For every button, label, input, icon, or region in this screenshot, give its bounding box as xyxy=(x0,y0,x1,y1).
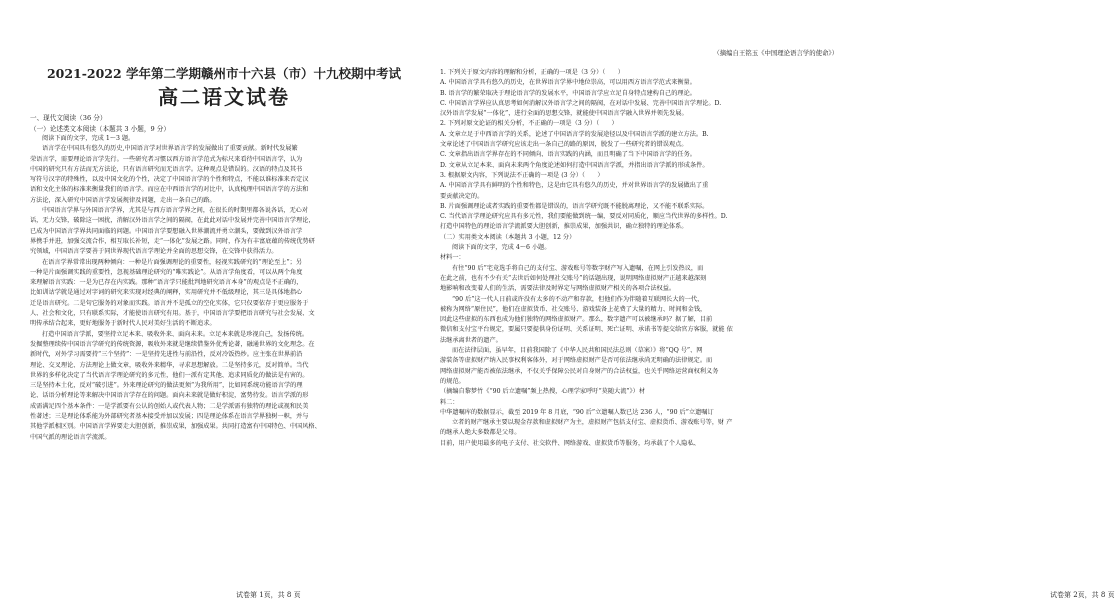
text-line: 荣语言学，需要理论语言学先行。一些研究者习惯以西方语言学范式为标尺来看待中国语言学，认为 xyxy=(30,155,303,163)
text-line: （二）实用类文本阅读（本题共 3 小题，12 分） xyxy=(440,233,576,241)
reading-instruction: 阅读下面的文字，完成 1～3 题。 xyxy=(42,135,135,142)
text-line: 阅读下面的文字，完成 4～6 小题。 xyxy=(452,244,551,252)
text-line: 的规范。 xyxy=(440,377,465,385)
text-line: 游装备等虚拟财产纳入民事权利客体外，对于网络虚拟财产是否可依法继承尚无明确的法律规定。而 xyxy=(440,357,713,365)
page-footer: 试卷第 2页，共 8 页 xyxy=(1050,591,1115,599)
page-footer: 试卷第 1页，共 8 页 xyxy=(236,591,301,599)
text-line: 的继承人绝大多数都是父母。 xyxy=(440,429,521,437)
text-line: 因此这些虚拟的东西也成为他们独特的网络虚拟财产。那么，数字遗产可以被继承吗？据了解，目前 xyxy=(440,316,713,324)
paper-title: 高二语文试卷 xyxy=(158,85,290,109)
text-line: 论、话语分析理论等来解决中国语言学存在的问题。面向未来就是做好积淀，富势待发。语言学派的形 xyxy=(30,392,309,400)
text-line: 新时代，对外学习需要持“三个坚持”：一是坚持先进性与前沿性，反对冷饭热炒。应主张在世界前沿 xyxy=(30,351,303,359)
text-line: 在语言学界常常出现两种倾向：一种是片面强调理论的重要性，轻视实践研究的“理论至上”；另 xyxy=(42,258,303,266)
text-line: C. 文章指出语言学界存在的不同倾向、语言实践的内涵，而且明确了当下中国语言学的任务。 xyxy=(440,151,696,159)
text-line: 材料一： xyxy=(440,254,465,262)
text-line: （摘编自黎梦竹《“90 后立遗嘱”频上热搜，心理学家呼吁“莫随大流”》）材 xyxy=(440,388,646,396)
text-line: 究领域，中国语言学要善于同世界现代语言学理论并全面的思想交锋，在交锋中获得活力。 xyxy=(30,248,278,256)
text-line: 要贡献决定的。 xyxy=(440,192,484,200)
text-line: 打造中国特色的理论语言学流派要大胆创新，推崇成果，加强共识，确立独特的理论体系。 xyxy=(440,223,688,231)
text-line: C. 当代语言学理论研究应具有多元性，我们要能做到统一编，要反对同质化，顺应当代世界的多样性。D. xyxy=(440,213,728,221)
text-line: 比如训诂学就是通过对字词的研究来实现对经典的阐释，实用研究并不低级理论，其三是具体地指心 xyxy=(30,289,303,297)
text-line: D. 文章从立足本来、面向未来两个角度论述如何打造中国语言学派，并指出语言学派的形成条件。 xyxy=(440,161,709,169)
text-line: 人、社会和文化，只有联系实际，才能使语言研究有用。基于，中国语言学要把语言研究与社会发展、文 xyxy=(30,310,315,318)
text-line: 料二： xyxy=(440,398,459,406)
text-line: 在此之前，也有不少有关“去世后如何处理社交账号”的话题出现，说明网络虚拟财产正越来越深刻 xyxy=(440,274,707,282)
text-line: 界携手并进，加强交流合作，相互取长补短，走“一体化”发展之路。同时，作为有丰富底蕴的传统优势研 xyxy=(30,237,315,245)
text-line: B. 语言学的繁荣取决于理论语言学的发展水平，中国语言学应立足自身特点建构自己的理论。 xyxy=(440,89,696,97)
text-line: 语言学在中国具有悠久的历史,中国语言学对世界语言学的发展做出了重要贡献。新时代发展繁 xyxy=(42,145,298,153)
text-line: 1. 下列关于原文内容的理解和分析，正确的一项是（3 分）（ ） xyxy=(440,69,624,76)
text-line: 打造中国语言学派，要坚持立足本来、吸收外来、面向未来。立足本来就是珍视自己，发扬传统。 xyxy=(42,330,309,338)
text-line: 性著述；三是理论体系能为外部研究者基本接受并加以发展；四是理论体系在语言学界独树一帜，并与 xyxy=(30,413,309,421)
text-line: A. 中国语言学具有悠久的历史，在世界语言学界中地位崇高，可以用西方语言学范式来衡量。 xyxy=(440,79,696,87)
text-line: 中国的研究只有方法而无方法论，只有语言研究而无语言学。这种观点是错误的。汉语的特点及其书 xyxy=(30,165,303,173)
passage-body xyxy=(30,144,418,443)
text-line: 文章论述了中国语言学研究应该走出一条自己的路的原因，脱发了一些研究者的错误观点。 xyxy=(440,141,688,149)
text-line: 一种是片面强调实践的重要性，忽视基础理论研究的“唯实践论”。从语言学角度看，可以从两个角度 xyxy=(30,268,303,276)
text-line: 而在法律层面，虽早年，目前我国除了《中华人民共和国民法总则（草案）》将“QQ 号”、网 xyxy=(452,347,703,355)
text-line: 方法论，深入研究中国语言学发展规律及问题，走出一条自己的路。 xyxy=(30,196,216,204)
text-line: 写符号汉字的特殊性，以及中国文化的个性，决定了中国语言学的个性和特点，不能以谁标准来否定汉 xyxy=(30,176,309,184)
text-line: 来理解语言实践：一是为已存在内实践。那种“语言学只能批判地研究语言本身”的观点是不正确的， xyxy=(30,279,303,287)
text-line: 法继承离世者的遗产。 xyxy=(440,336,502,344)
page-two xyxy=(430,0,1115,608)
text-line: 语和文化主体的标准来衡量我们的语言学。而应在中西语言学的对比中，认真梳理中国语言学的方法和 xyxy=(30,186,309,194)
text-line: C. 中国语言学界应认真思考如何消解汉外语言学之间的隔阂，在对话中发展、完善中国语言学理论。D. xyxy=(440,99,722,107)
subsection-heading: （一）论述类文本阅读（本题共 3 小题，9 分） xyxy=(30,124,170,133)
text-line: 理论、交叉理论、方法理论上做文章，吸收外来精华，寻求思想解放。二是坚持多元，反对简单。当代 xyxy=(30,361,309,369)
questions-body xyxy=(440,68,836,449)
text-line: 目前，用户使用最多的电子支付、社交软件、网络游戏、虚拟货币等服务，均承载了个人隐私、 xyxy=(440,439,700,447)
page-one xyxy=(0,0,430,608)
text-line: 网络虚拟财产能否被依法继承，不仅关乎保障公民对自身财产的合法权益，也关乎网络运营商权利义务 xyxy=(440,367,719,375)
text-line: 话，无力交锋，破除这一困扰，消解汉外语言学之间的隔阂，在此此对话中发展并完善中国语言学理论， xyxy=(30,217,315,225)
text-line: 地影响和改变着人们的生活，需要法律及时界定与网络虚拟财产相关的各项合法权益。 xyxy=(440,285,676,293)
text-line: 其他学派相区别。中国语言学界要走大胆创新，推崇成果，加强成果。共同打造富有中国特色、中国风格、 xyxy=(30,423,321,431)
text-line: 中华遗嘱库的数据显示，截至 2019 年 8 月底，“90 后”立遗嘱人数已达 236 人，“90 后”立遗嘱订 xyxy=(440,408,714,416)
text-line: 成需满足四个基本条件：一是学派要有公认的创始人或代表人物；二是学派需有独特的理论或视和民美 xyxy=(30,402,309,410)
text-line: B. 片面强调理论或者实践的重要性都是错误的，语言学研究既不能脱离理论，又不能不联系实际。 xyxy=(440,202,709,210)
text-line: 世界的多样化决定了当代语言学理论研究的多元性，他们一派有定其他、追求同质化的做法是有害的。 xyxy=(30,371,309,379)
passage-source: （摘编自王铭玉《中国理论语言学的使命》） xyxy=(713,49,838,57)
text-line: “90 后”这一代人日前或许没有太多的不动产和存款，但他们作为伴随着互联网长大的一代， xyxy=(452,295,704,303)
text-line: 明传承结合起来，更好地服务于新时代人民对美好生活的不断追求。 xyxy=(30,320,216,328)
text-line: 迁是语言研究。二是句它服务的对象而实践。语言并不是孤立的空化实体，它只仅要依存于更应服务于 xyxy=(30,299,309,307)
text-line: 微信和支付宝平台规定，要属只要提供身份证明、关系证明、死亡证明、承诺书等提交给官方客服，就能 依 xyxy=(440,326,733,334)
text-line: 3. 根据原文内容，下列说法不正确的一项是 (3 分）（ ） xyxy=(440,171,604,179)
text-line: 2. 下列对原文论证的相关分析，不正确的一项是（3 分）（ ） xyxy=(440,120,618,128)
text-line: 已成为中国语言学界共同面临的问题。中国语言学要想融入世界潮流并勇立潮头，要做到汉外语言学 xyxy=(30,227,303,235)
text-line: 中国气派的理论语言学流派。 xyxy=(30,433,111,441)
text-line: A. 中国语言学具有鲜明的个性和特色，这是由它具有悠久的历史，并对世界语言学的发展做出了重 xyxy=(440,182,709,190)
text-line: 立者的财产继承主要以现金存款和虚拟财产为主，虚拟财产包括支付宝、虚拟货币、游戏账号等，财 产 xyxy=(452,419,733,427)
text-line: 汉外语言学发展“一体化”，进行全面的思想交锋，就能使中国语言学融入世界并领先发展。 xyxy=(440,110,688,118)
section-heading: 一、现代文阅读（36 分） xyxy=(30,114,107,122)
text-line: 被称为网络“原住民”，他们在虚拟货币、社交账号、游戏装备上花费了大量的精力、时间和金钱， xyxy=(440,305,707,313)
text-line: A. 文章立足于中西语言学的关系，论述了中国语言学的发展途径以及中国语言学派的建立方法。B. xyxy=(440,130,709,138)
text-line: 发掘整理续传中国语言学研究的传统资源，吸收外来就是继续借鉴外优秀论著，融通世界的文化理念。在 xyxy=(30,340,315,348)
exam-title: 2021-2022 学年第二学期赣州市十六县（市）十九校期中考试 xyxy=(46,66,402,81)
text-line: 有往“90 后”宅竟选手将自己的支付宝、游戏账号等数字财产写入遗嘱，在网上引发热议，而 xyxy=(452,264,704,272)
text-line: 三是坚持本土化，反对“破引进”。外来理论研究的做法更须“为我所用”，比如同系统功能语言学的理 xyxy=(30,382,303,390)
text-line: 中国语言学界与外国语言学界，尤其是与西方语言学界之间，在很长的时期里都各说各话，无心对 xyxy=(42,207,309,215)
